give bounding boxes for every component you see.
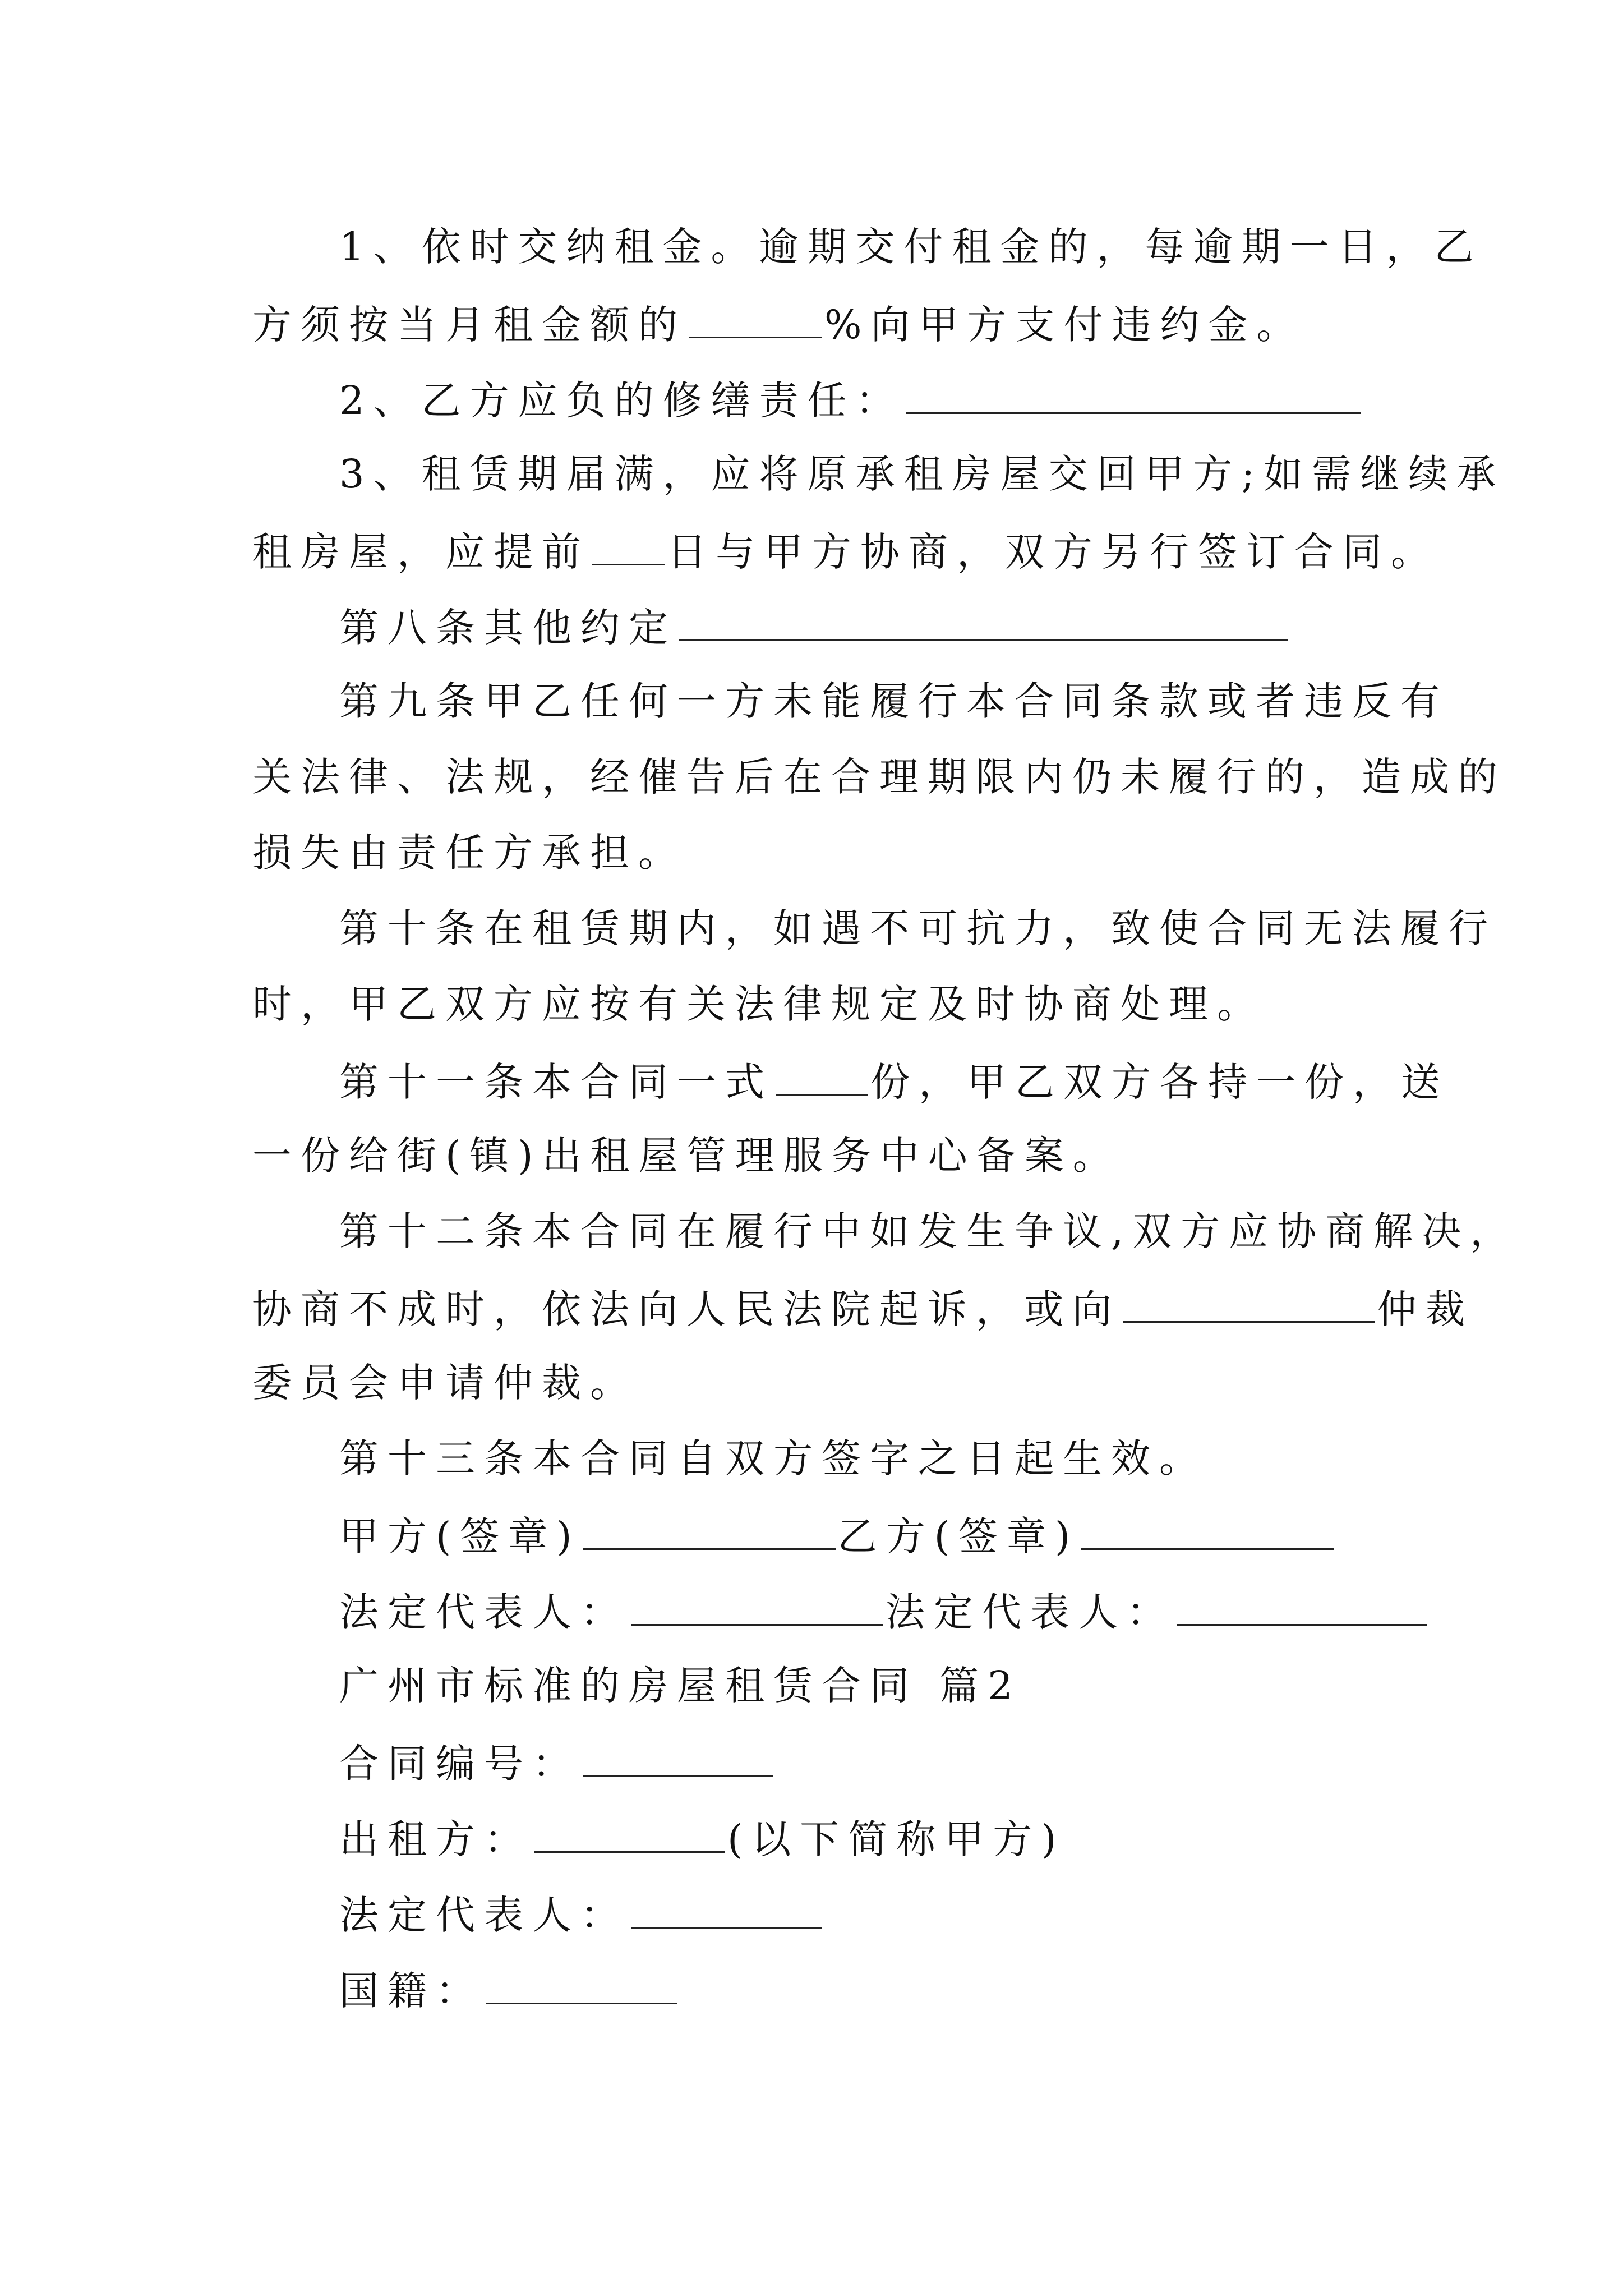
text: 协商不成时，依法向人民法院起诉，或向 <box>252 1286 1121 1332</box>
text-line <box>339 373 1363 426</box>
text-line <box>339 1433 1207 1484</box>
text: 第十条在租赁期内，如遇不可抗力，致使合同无法履行 <box>339 905 1497 951</box>
text-line <box>339 600 1290 653</box>
fill-blank <box>583 1736 773 1777</box>
section-heading <box>339 1660 1022 1711</box>
text: 第八条其他约定 <box>339 605 677 651</box>
fill-blank <box>534 1812 725 1853</box>
text-line <box>252 979 1265 1029</box>
text: 仲裁 <box>1377 1286 1474 1332</box>
fill-blank <box>1081 1509 1334 1550</box>
signature-line <box>339 1585 1429 1637</box>
text: 乙方(签章) <box>837 1513 1080 1559</box>
fill-blank <box>776 1055 868 1096</box>
text: 甲方(签章) <box>339 1513 581 1559</box>
text: 法定代表人： <box>339 1892 629 1938</box>
fill-blank <box>906 373 1361 414</box>
text: 时，甲乙双方应按有关法律规定及时协商处理。 <box>252 981 1265 1027</box>
text: 日与甲方协商，双方另行签订合同。 <box>667 529 1439 575</box>
text: 关法律、法规，经催告后在合理期限内仍未履行的，造成的 <box>252 754 1506 800</box>
text: 租房屋，应提前 <box>252 529 590 575</box>
text: 损失由责任方承担。 <box>252 830 686 876</box>
fill-blank <box>689 297 822 338</box>
text: (以下简称甲方) <box>727 1816 1066 1862</box>
text: 份，甲乙双方各持一份，送 <box>870 1059 1449 1105</box>
text: 国籍： <box>339 1968 484 2014</box>
text: 出租方： <box>339 1816 532 1862</box>
fill-blank <box>1123 1282 1375 1323</box>
text: 3、租赁期届满，应将原承租房屋交回甲方;如需继续承 <box>339 451 1505 497</box>
text: 方须按当月租金额的 <box>252 302 686 348</box>
text-line <box>339 1736 776 1789</box>
text: 第十一条本合同一式 <box>339 1059 773 1105</box>
text: %向甲方支付违约金。 <box>824 302 1305 348</box>
text-line <box>252 1282 1474 1335</box>
text-line <box>339 1812 1066 1865</box>
text-line <box>252 1130 1121 1181</box>
fill-blank <box>583 1509 836 1550</box>
fill-blank <box>486 1963 677 2004</box>
text: 法定代表人： <box>339 1589 629 1635</box>
text-line <box>252 524 1439 577</box>
fill-blank <box>592 524 665 565</box>
text: 广州市标准的房屋租赁合同 篇2 <box>339 1663 1022 1709</box>
text-line <box>339 1055 1449 1107</box>
text: 一份给街(镇)出租屋管理服务中心备案。 <box>252 1133 1121 1179</box>
text: 2、乙方应负的修缮责任： <box>339 378 904 424</box>
text: 第十二条本合同在履行中如发生争议,双方应协商解决， <box>339 1208 1519 1254</box>
fill-blank <box>631 1585 883 1626</box>
text-line <box>339 1206 1518 1257</box>
text-line <box>252 827 686 878</box>
fill-blank <box>679 600 1288 641</box>
text-line <box>252 752 1506 802</box>
text-line <box>339 1963 679 2016</box>
text: 第十三条本合同自双方签字之日起生效。 <box>339 1435 1207 1481</box>
text-line <box>339 449 1505 499</box>
text-line <box>339 903 1497 954</box>
text: 1、依时交纳租金。逾期交付租金的，每逾期一日，乙 <box>339 224 1483 270</box>
text: 委员会申请仲裁。 <box>252 1360 638 1406</box>
text-line <box>339 222 1483 272</box>
text-line <box>252 297 1305 350</box>
fill-blank <box>631 1888 822 1929</box>
text-line <box>339 676 1449 726</box>
text: 法定代表人： <box>886 1589 1175 1635</box>
signature-line <box>339 1509 1336 1562</box>
fill-blank <box>1177 1585 1427 1626</box>
text-line <box>252 1358 638 1408</box>
text-line <box>339 1888 824 1940</box>
text: 第九条甲乙任何一方未能履行本合同条款或者违反有 <box>339 678 1449 724</box>
text: 合同编号： <box>339 1741 580 1787</box>
